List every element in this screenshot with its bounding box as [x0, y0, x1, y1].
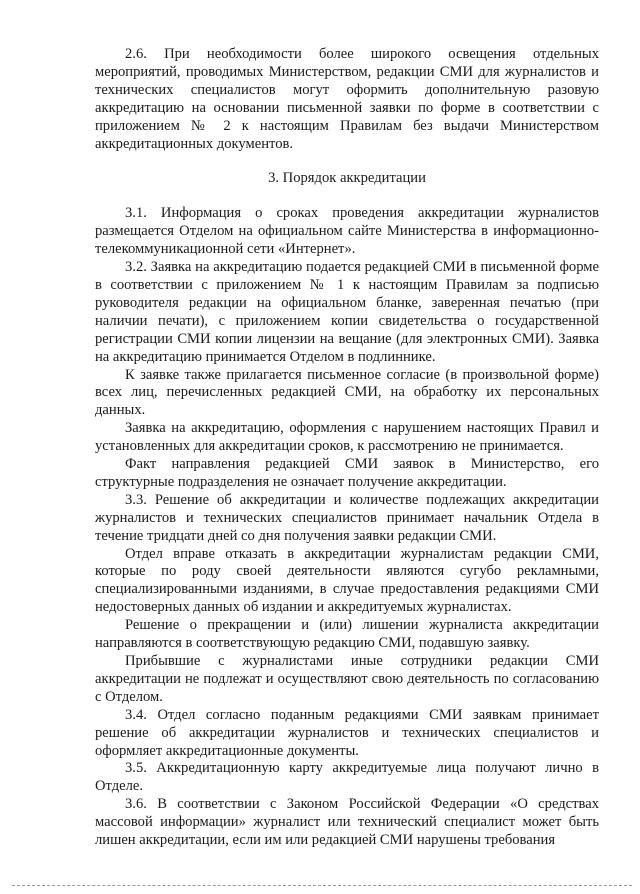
paragraph-2-6: 2.6. При необходимости более широкого освещения отдельных мероприятий, проводимых Министерством, редакции СМИ для журналистов и технических специалистов могут оформить дополнительную разовую аккредитацию на основании письменной заявки по форме в соответствии с приложением № 2 к настоящим Правилам без выдачи Министерством аккредитационных документов. — [95, 46, 599, 152]
document-body — [95, 46, 599, 850]
paragraph-3-5: 3.5. Аккредитационную карту аккредитуемые лица получают лично в Отделе. — [95, 760, 599, 795]
paragraph-3-4: 3.4. Отдел согласно поданным редакциями СМИ заявкам принимает решение об аккредитации журналистов и технических специалистов и оформляет аккредитационные документы. — [95, 706, 599, 759]
paragraph-consent: К заявке также прилагается письменное согласие (в произвольной форме) всех лиц, перечисленных редакцией СМИ, на обработку их персональных данных. — [95, 366, 599, 419]
paragraph-3-6: 3.6. В соответствии с Законом Российской Федерации «О средствах массовой информации» журналист или технический специалист может быть лишен аккредитации, если им или редакцией СМИ нарушены требования — [95, 796, 599, 849]
paragraph-3-3: 3.3. Решение об аккредитации и количестве подлежащих аккредитации журналистов и технических специалистов принимает начальник Отдела в течение тридцати дней со дня получения заявки редакции СМИ. — [95, 491, 599, 544]
paragraph-rejection: Заявка на аккредитацию, оформления с нарушением настоящих Правил и установленных для аккредитации сроков, к рассмотрению не принимается. — [95, 420, 599, 455]
paragraph-refusal: Отдел вправе отказать в аккредитации журналистам редакции СМИ, которые по роду своей деятельности являются сугубо рекламными, специализированными изданиями, в случае предоставления редакциями СМИ недостоверных данных об издании и аккредитуемых журналистах. — [95, 545, 599, 616]
paragraph-3-2: 3.2. Заявка на аккредитацию подается редакцией СМИ в письменной форме в соответствии с приложением № 1 к настоящим Правилам за подписью руководителя редакции на официальном бланке, заверенная печатью (при наличии печати), с приложением копии свидетельства о государственной регистрации СМИ копии лицензии на вещание (для электронных СМИ). Заявка на аккредитацию принимается Отделом в подлиннике. — [95, 259, 599, 365]
paragraph-accompanying-staff: Прибывшие с журналистами иные сотрудники редакции СМИ аккредитации не подлежат и осуществляют свою деятельность по согласованию с Отделом. — [95, 653, 599, 705]
section-title: 3. Порядок аккредитации — [268, 170, 426, 187]
paragraph-termination: Решение о прекращении и (или) лишении журналиста аккредитации направляются в соответствующую редакцию СМИ, подавшую заявку. — [95, 617, 599, 652]
paragraph-3-1: 3.1. Информация о сроках проведения аккредитации журналистов размещается Отделом на официальном сайте Министерства в информационно-телекоммуникационной сети «Интернет». — [95, 205, 599, 258]
scan-edge-line — [12, 885, 632, 886]
paragraph-submission-fact: Факт направления редакцией СМИ заявок в Министерство, его структурные подразделения не означает получение аккредитации. — [95, 456, 599, 490]
